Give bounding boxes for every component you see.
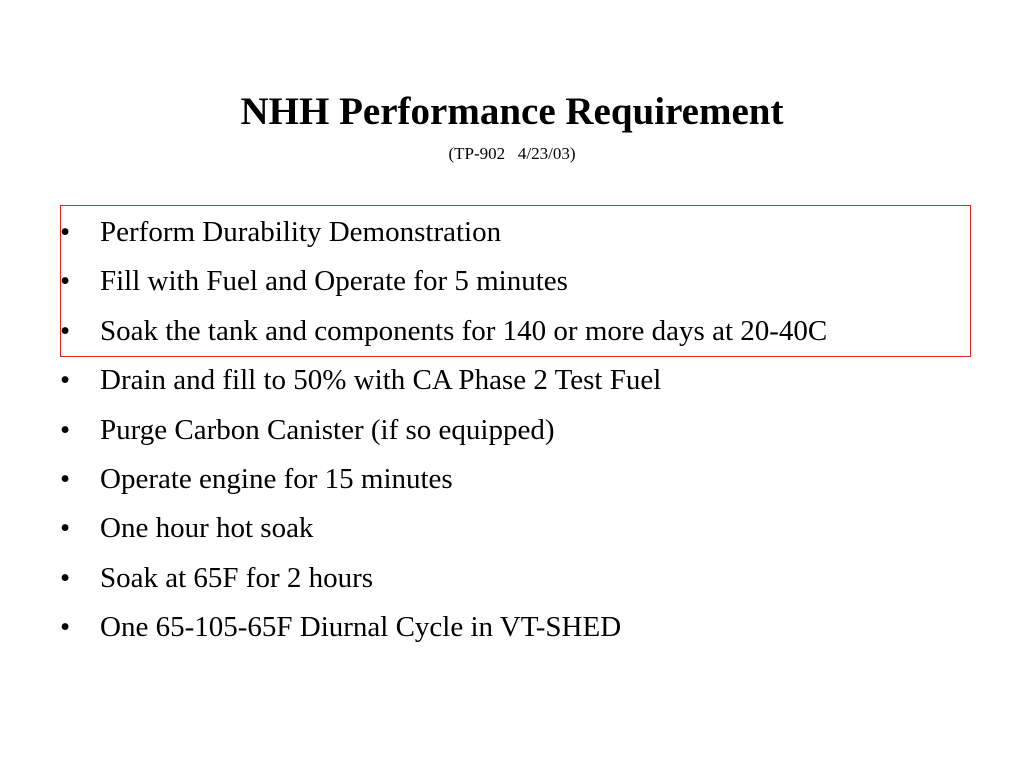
bullet-item — [60, 406, 827, 455]
slide-title: NHH Performance Requirement — [240, 90, 784, 133]
slide-subtitle: (TP-902 4/23/03) — [448, 144, 576, 163]
bullet-icon: • — [60, 512, 71, 545]
bullet-icon: • — [60, 314, 71, 347]
bullet-item — [60, 307, 827, 356]
bullet-item — [60, 504, 827, 553]
bullet-item — [60, 257, 827, 306]
bullet-list — [60, 208, 827, 653]
bullet-item — [60, 603, 827, 652]
bullet-icon: • — [60, 611, 71, 644]
bullet-text: One 65-105-65F Diurnal Cycle in VT-SHED — [100, 611, 622, 644]
bullet-text: Perform Durability Demonstration — [100, 216, 502, 248]
bullet-text: Drain and fill to 50% with CA Phase 2 Test Fuel — [100, 364, 662, 397]
bullet-text: Soak at 65F for 2 hours — [100, 561, 374, 594]
bullet-text: Soak the tank and components for 140 or more days at 20-40C — [100, 314, 828, 347]
bullet-item — [60, 356, 827, 405]
bullet-icon: • — [60, 265, 71, 298]
bullet-icon: • — [60, 413, 71, 446]
bullet-item — [60, 208, 827, 257]
bullet-text: Operate engine for 15 minutes — [100, 462, 453, 495]
bullet-text: Fill with Fuel and Operate for 5 minutes — [100, 265, 568, 298]
bullet-icon: • — [60, 462, 71, 495]
bullet-text: Purge Carbon Canister (if so equipped) — [100, 413, 555, 446]
bullet-text: One hour hot soak — [100, 512, 314, 545]
bullet-item — [60, 455, 827, 504]
bullet-item — [60, 554, 827, 603]
bullet-icon: • — [60, 561, 71, 594]
bullet-icon: • — [60, 364, 71, 397]
bullet-icon: • — [60, 216, 71, 248]
